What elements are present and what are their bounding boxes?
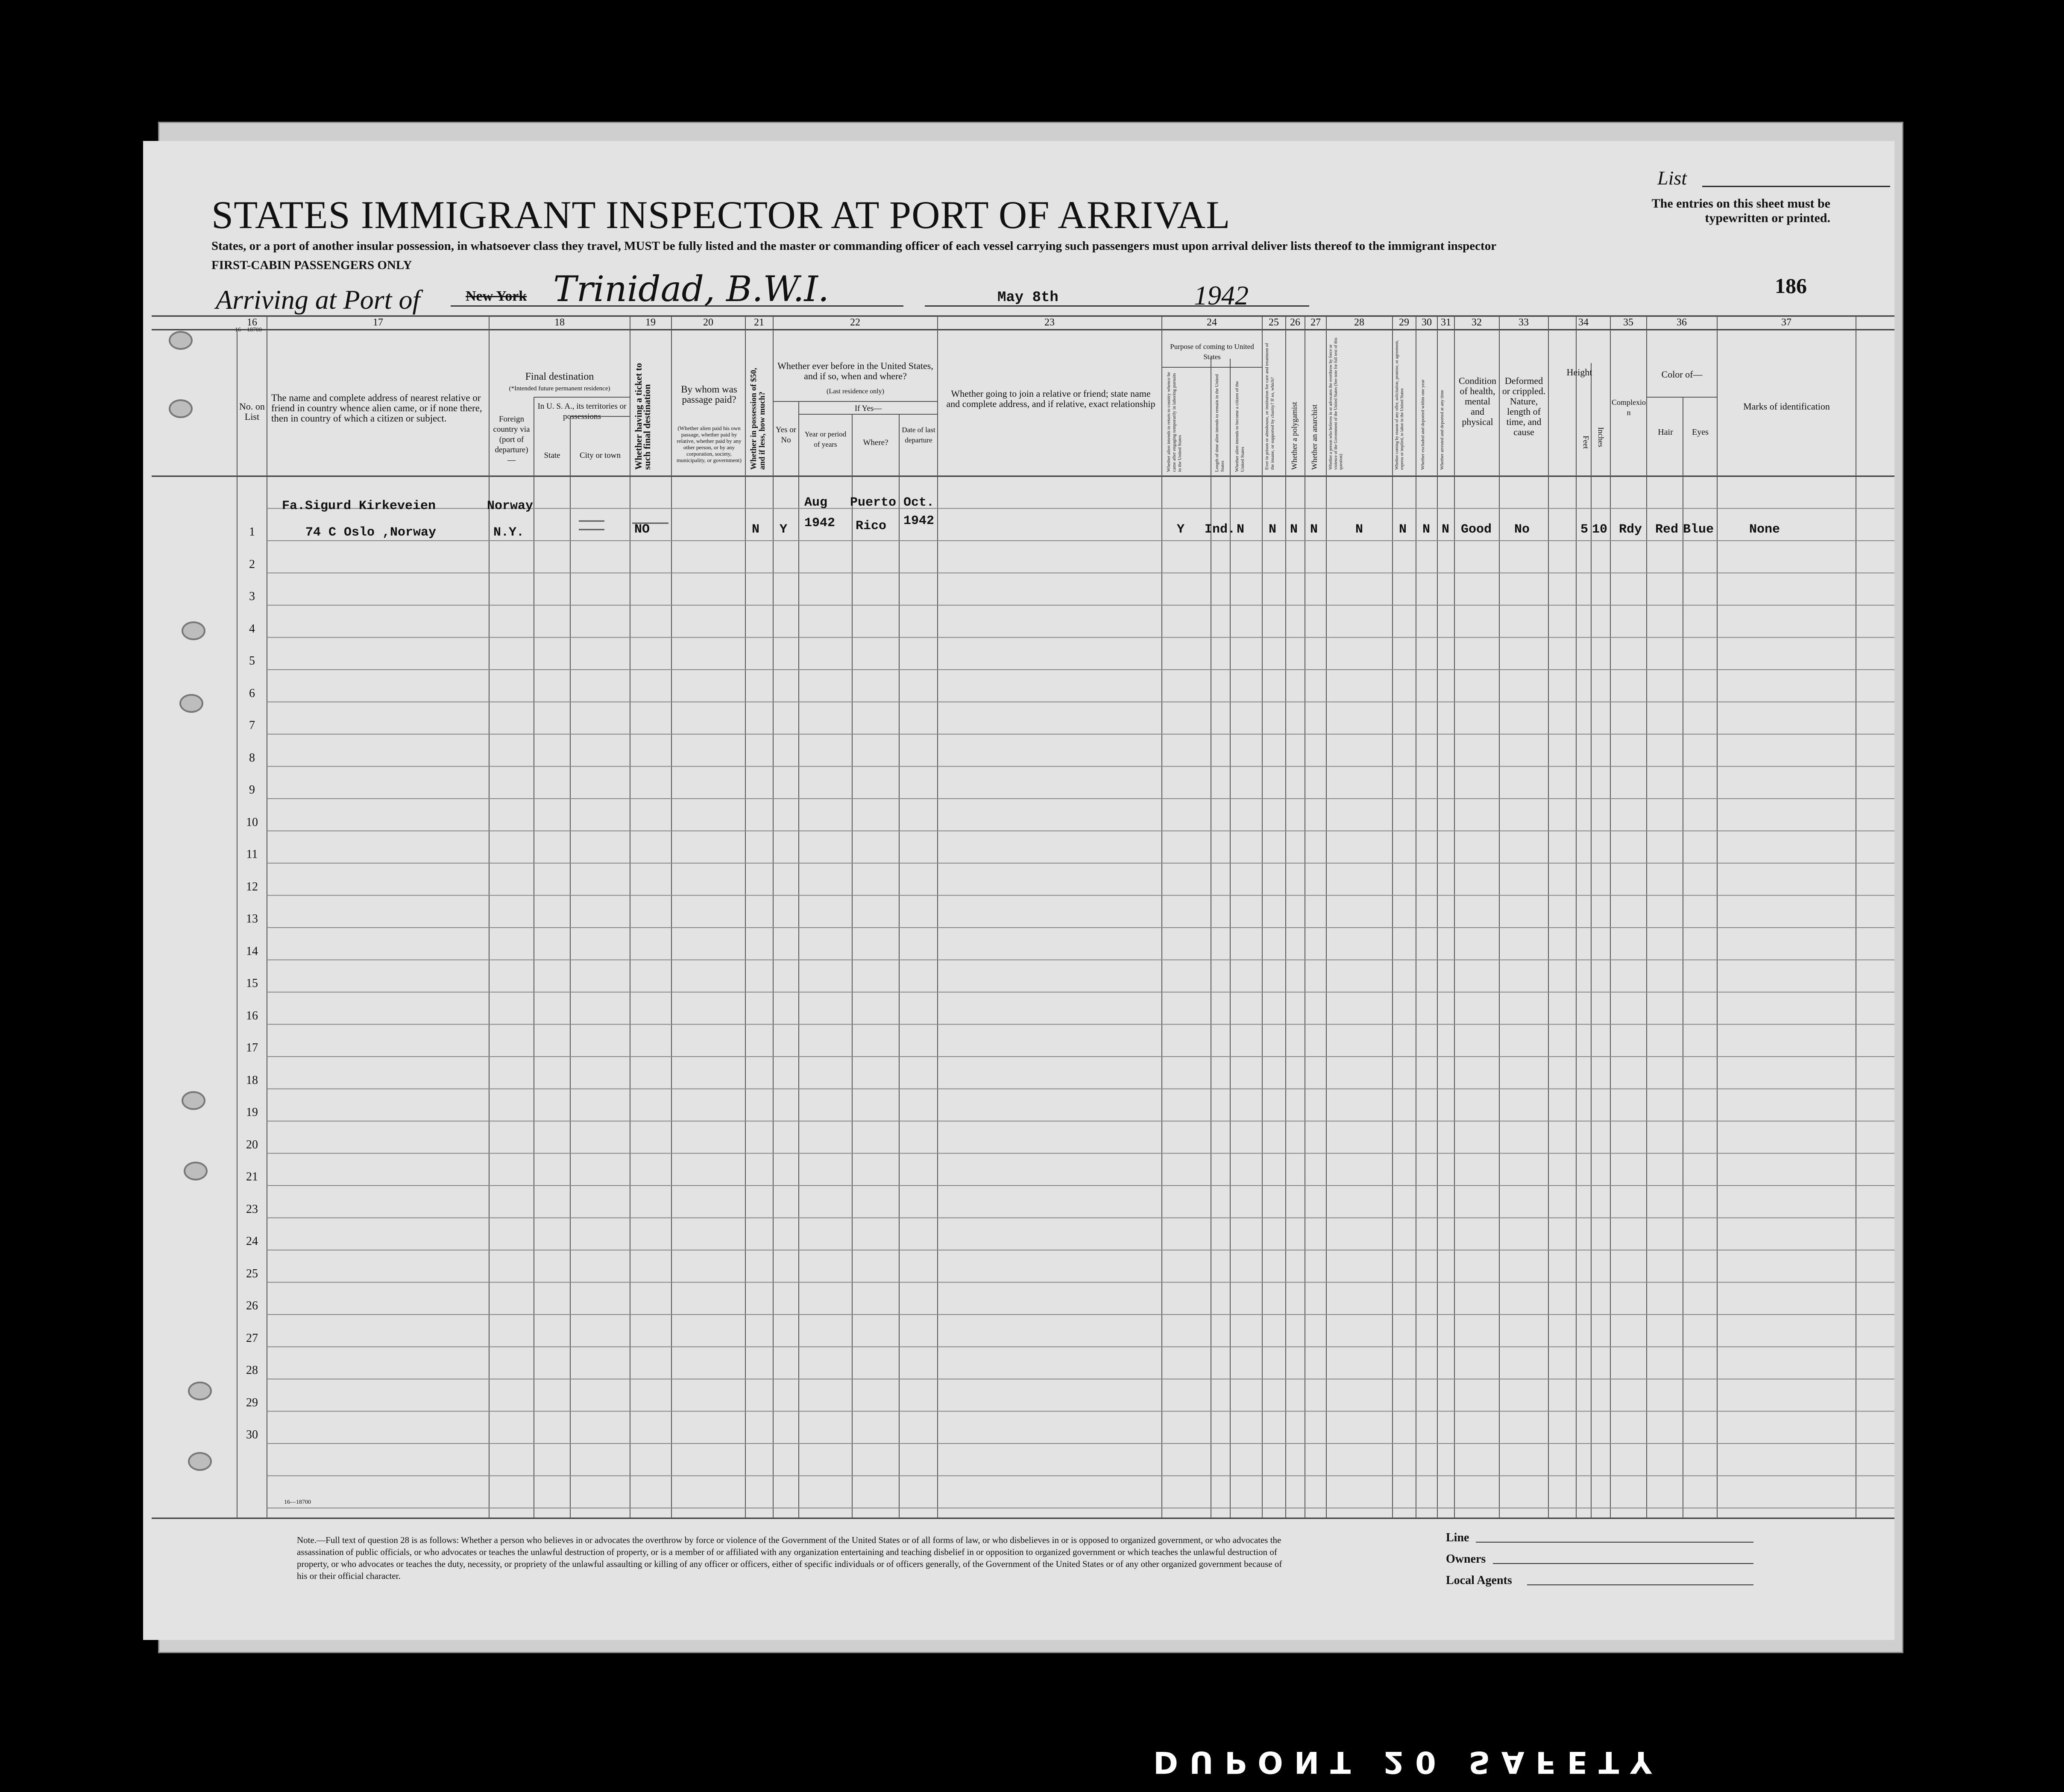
column-number: 34 — [1578, 317, 1589, 328]
header-state: State — [544, 451, 560, 460]
binder-hole — [188, 1452, 212, 1471]
entry-citizen: N — [1237, 522, 1245, 537]
port-handwritten: Trinidad, B.W.I. — [553, 269, 829, 310]
entry-ticket: NO — [634, 522, 650, 537]
column-number: 23 — [1044, 317, 1055, 328]
arrival-date: May 8th — [997, 290, 1058, 306]
entry-state: N.Y. — [493, 525, 525, 540]
header-yes-no: Yes or No — [775, 425, 797, 445]
entry-length-stay: Ind. — [1205, 522, 1236, 537]
column-number: 18 — [554, 317, 565, 328]
manifest-sheet — [143, 141, 1894, 1640]
header-city: City or town — [579, 451, 621, 460]
header-where: Where? — [863, 438, 888, 447]
header-hair: Hair — [1658, 428, 1673, 437]
entry-feet: 5 — [1580, 522, 1589, 537]
entry-excluded: N — [1422, 522, 1431, 537]
entry-relative-line1: Fa.Sigurd Kirkeveien — [282, 499, 436, 513]
header-deported: Whether arrested and deported at any time — [1440, 390, 1445, 470]
row-number: 29 — [246, 1396, 258, 1409]
form-number-bottom: 16—18700 — [284, 1499, 311, 1505]
row-number: 24 — [246, 1235, 258, 1248]
entry-departure-line2: 1942 — [903, 514, 935, 528]
header-purpose: Purpose of coming to United States — [1170, 343, 1254, 361]
row-number: 25 — [246, 1267, 258, 1280]
entry-relative-line2: 74 C Oslo ,Norway — [305, 525, 437, 540]
entry-eyes: Blue — [1683, 522, 1714, 537]
entries-note: The entries on this sheet must be typewritten or printed. — [1651, 196, 1830, 225]
header-passage-note: (Whether alien paid his own passage, whether paid by relative, whether paid by any other person, or by any corporation, society, municipality, or government) — [677, 425, 742, 463]
header-ticket: Whether having a ticket to such final destination — [633, 363, 652, 470]
entry-prison: N — [1269, 522, 1277, 537]
column-number: 33 — [1519, 317, 1529, 328]
column-number: 37 — [1781, 317, 1791, 328]
row-number: 19 — [246, 1106, 258, 1119]
column-number: 24 — [1207, 317, 1217, 328]
header-relative: The name and complete address of nearest relative or friend in country whence alien came, or if none there, then in country of which a citizen or subject. — [271, 392, 482, 424]
header-labor-offer: Whether coming by reason of any offer, solicitation, promise, or agreement, express or implied, to labor in the United States — [1395, 340, 1404, 470]
entry-complexion: Rdy — [1619, 522, 1642, 537]
port-struck: New York — [466, 288, 527, 304]
row-number: 12 — [246, 880, 258, 893]
row-number: 27 — [246, 1331, 258, 1345]
column-number: 35 — [1623, 317, 1633, 328]
header-prison: Ever in prison or almshouse, or institution for care and treatment of the insane, or supported by charity? If so, which? — [1264, 343, 1275, 470]
line-label: Line — [1446, 1531, 1469, 1544]
row-number: 17 — [246, 1041, 258, 1054]
header-purpose-b: Length of time alien intends to remain in the United States — [1214, 374, 1225, 472]
header-complexion: Complexion — [1612, 398, 1646, 417]
page-number: 186 — [1775, 274, 1807, 298]
binder-hole — [169, 399, 193, 418]
entry-where-line1: Puerto — [850, 495, 897, 510]
column-number: 32 — [1472, 317, 1482, 328]
owners-label: Owners — [1446, 1552, 1486, 1566]
header-purpose-c: Whether alien intends to become a citizen of the United States — [1234, 381, 1245, 472]
row-number: 1 — [249, 525, 255, 539]
row-number: 3 — [249, 590, 255, 603]
header-fifty-dollars: Whether in possession of $50, and if less, how much? — [749, 368, 767, 470]
page-title: STATES IMMIGRANT INSPECTOR AT PORT OF ARRIVAL — [211, 193, 1231, 237]
header-foreign-country: Foreign country via (port of departure)— — [493, 415, 530, 465]
list-label: List — [1657, 167, 1687, 189]
header-deformed: Deformed or crippled. Nature, length of time, and cause — [1502, 375, 1546, 437]
row-number: 6 — [249, 686, 255, 700]
entry-hair: Red — [1655, 522, 1679, 537]
arrival-year: 1942 — [1194, 280, 1249, 310]
header-excluded: Whether excluded and deported within one year — [1420, 379, 1425, 470]
class-note: FIRST-CABIN PASSENGERS ONLY — [211, 258, 412, 272]
entry-anarchist: N — [1310, 522, 1318, 537]
header-join-relative: Whether going to join a relative or friend; state name and complete address, and if relative, exact relationship — [946, 388, 1155, 409]
binder-hole — [182, 1091, 205, 1110]
column-number: 16 — [247, 317, 257, 328]
entry-return-intent: Y — [1177, 522, 1185, 537]
row-number: 13 — [246, 912, 258, 925]
row-number: 15 — [246, 977, 258, 990]
entry-year-line1: Aug — [804, 495, 828, 510]
header-year: Year or period of years — [804, 430, 847, 448]
entry-foreign-country: Norway — [487, 499, 534, 513]
header-no-on-list: No. on List — [239, 401, 265, 422]
entry-deformed: No — [1514, 522, 1530, 537]
column-number: 31 — [1441, 317, 1451, 328]
row-number: 8 — [249, 751, 255, 764]
header-if-yes: If Yes— — [854, 404, 882, 413]
entry-year-line2: 1942 — [804, 516, 836, 530]
question-28-note: Note.—Full text of question 28 is as follows: Whether a person who believes in or advocates the overthrow by force or violence of the Government of the United States or of all forms of law, or who disbelieves in or is opposed to organized government, or who advocates the assassination of public officials, or who advocates or teaches the unlawful destruction of property, or is a member of or affiliated with any organization entertaining and teaching disbelief in or opposition to organized government or which teaches the unlawful destruction of property, or who advocates or teaches the duty, necessity, or propriety of the unlawful assaulting or killing of any officer or officers, either of specific individuals or of officers generally, of the Government of the United States or of any other organized government because of his or their official character. — [297, 1535, 1282, 1581]
header-color: Color of— — [1661, 369, 1703, 380]
header-inches: Inches — [1597, 427, 1605, 447]
form-number-top: 16—18700 — [235, 327, 262, 333]
header-height: Height — [1566, 367, 1592, 378]
row-number: 5 — [249, 654, 255, 668]
column-number: 26 — [1290, 317, 1300, 328]
row-number: 16 — [246, 1009, 258, 1022]
header-health: Condition of health, mental and physical — [1458, 375, 1496, 427]
column-number: 22 — [850, 317, 860, 328]
column-number: 28 — [1354, 317, 1364, 328]
agents-underline — [1527, 1584, 1753, 1585]
column-number: 17 — [373, 317, 383, 328]
row-number: 30 — [246, 1428, 258, 1441]
header-eyes: Eyes — [1692, 428, 1709, 437]
header-final-destination-note: (*Intended future permanent residence) — [509, 385, 610, 392]
film-edge-text: DUPONT 20 SAFETY — [1153, 1745, 1663, 1780]
header-usa: In U. S. A., its territories or possessions — [537, 402, 627, 421]
row-number: 10 — [246, 815, 258, 829]
entry-polygamist: N — [1290, 522, 1298, 537]
row-number: 2 — [249, 557, 255, 571]
header-final-destination: Final destination — [525, 371, 594, 382]
header-last-residence: (Last residence only) — [826, 388, 885, 395]
entry-health: Good — [1461, 522, 1492, 537]
entry-inches: 10 — [1592, 522, 1608, 537]
header-overthrow: Whether a person who believes in or advocates the overthrow by force or violence of the Government of the United States (See note for full text of this question) — [1328, 337, 1343, 470]
row-number: 18 — [246, 1073, 258, 1087]
entry-labor-offer: N — [1399, 522, 1407, 537]
entry-departure-line1: Oct. — [903, 495, 935, 510]
row-number: 21 — [246, 1170, 258, 1183]
header-polygamist: Whether a polygamist — [1290, 402, 1299, 470]
column-number: 36 — [1677, 317, 1687, 328]
row-number: 11 — [246, 848, 258, 861]
column-number: 29 — [1399, 317, 1409, 328]
header-feet: Feet — [1582, 436, 1590, 449]
row-number: 26 — [246, 1299, 258, 1312]
header-ever-before: Whether ever before in the United States, and if so, when and where? — [777, 360, 933, 381]
grid-lines — [143, 141, 1894, 1640]
binder-hole — [182, 621, 205, 640]
entry-marks: None — [1749, 522, 1780, 537]
column-number: 27 — [1311, 317, 1321, 328]
binder-hole — [169, 331, 193, 350]
column-number: 20 — [703, 317, 713, 328]
header-marks: Marks of identification — [1743, 401, 1830, 412]
binder-hole — [179, 694, 203, 713]
column-number: 21 — [754, 317, 764, 328]
row-number: 20 — [246, 1138, 258, 1151]
row-number: 23 — [246, 1202, 258, 1216]
agents-label: Local Agents — [1446, 1574, 1512, 1587]
entry-overthrow: N — [1355, 522, 1363, 537]
row-number: 4 — [249, 622, 255, 635]
column-number: 30 — [1422, 317, 1432, 328]
header-anarchist: Whether an anarchist — [1310, 404, 1319, 470]
column-number: 19 — [645, 317, 656, 328]
header-purpose-a: Whether alien intends to return to country whence he came after engaging temporarily in laboring pursuits in the United States — [1166, 372, 1182, 472]
owners-underline — [1493, 1563, 1753, 1564]
page-subtitle: States, or a port of another insular possession, in whatsoever class they travel, MUST be fully listed and the master or commanding officer of each vessel carrying such passengers must upon arrival deliver lists thereof to the immigrant inspector — [211, 239, 1497, 253]
row-number: 7 — [249, 719, 255, 732]
entry-deported: N — [1442, 522, 1450, 537]
entry-where-line2: Rico — [856, 519, 887, 533]
header-departure: Date of last departure — [902, 426, 935, 444]
entry-fifty-dollars: N — [752, 522, 760, 537]
binder-hole — [184, 1162, 208, 1180]
binder-hole — [188, 1382, 212, 1400]
row-number: 28 — [246, 1364, 258, 1377]
column-number: 25 — [1269, 317, 1279, 328]
arriving-label: Arriving at Port of — [216, 284, 420, 315]
header-passage-paid: By whom was passage paid? — [681, 384, 737, 405]
entry-ever-before: Y — [780, 522, 788, 537]
line-underline — [1476, 1542, 1753, 1543]
row-number: 14 — [246, 944, 258, 958]
row-number: 9 — [249, 783, 255, 796]
